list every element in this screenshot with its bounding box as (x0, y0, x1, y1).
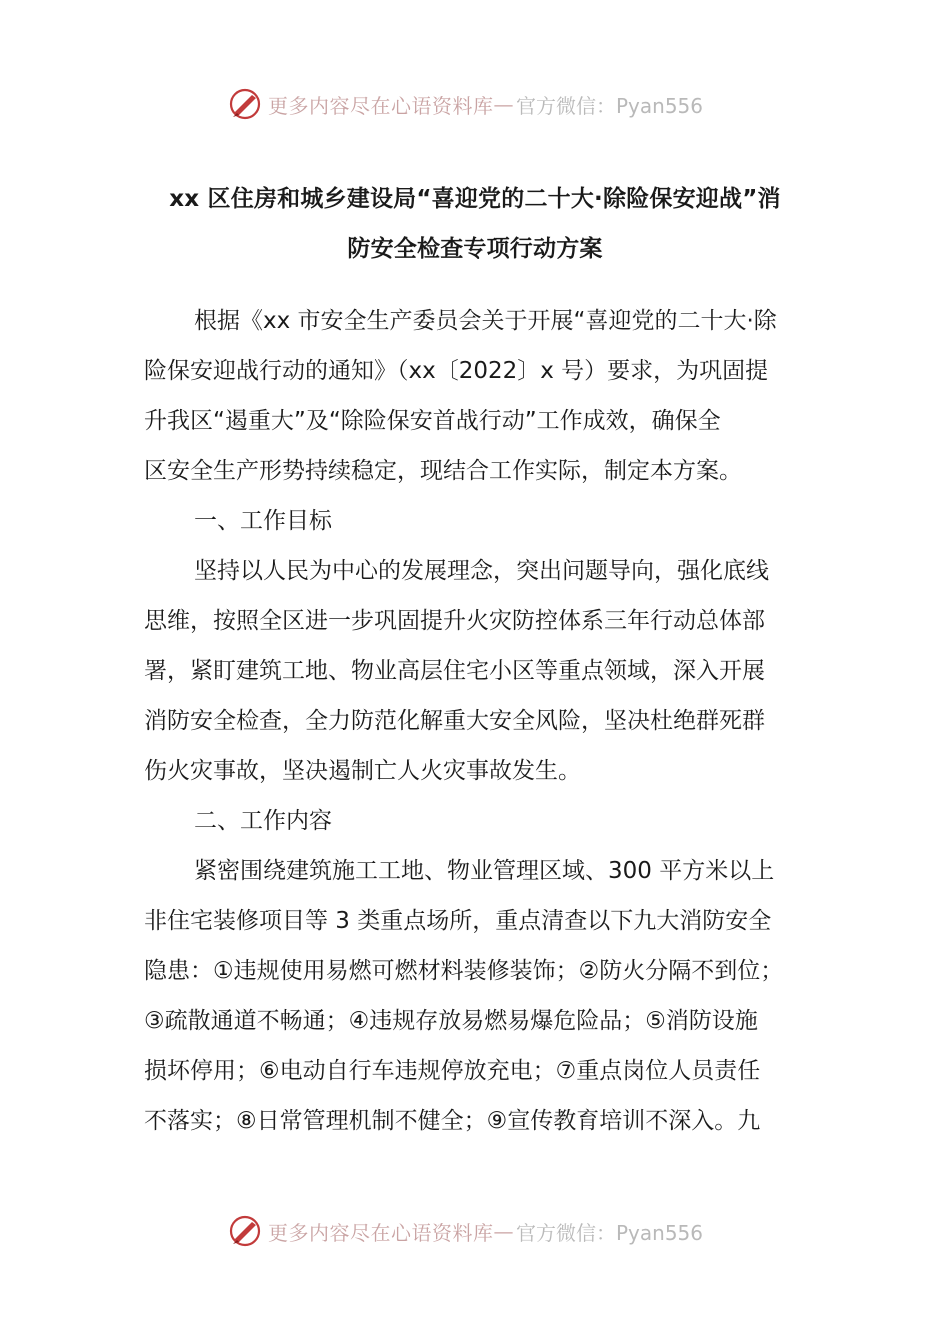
document-title (140, 174, 810, 274)
paragraph-line: 坚持以人民为中心的发展理念，突出问题导向，强化底线 (194, 558, 769, 584)
title-line: xx 区住房和城乡建设局“喜迎党的二十大·除险保安迎战”消 (169, 186, 781, 212)
paragraph-line: 隐患：①违规使用易燃可燃材料装修装饰；②防火分隔不到位； (144, 958, 784, 984)
paragraph-line: 消防安全检查，全力防范化解重大安全风险，坚决杜绝群死群 (144, 708, 765, 734)
paragraph-line: 不落实；⑧日常管理机制不健全；⑨宣传教育培训不深入。九 (144, 1108, 761, 1134)
title-line: 防安全检查专项行动方案 (347, 236, 603, 262)
paragraph-line: 非住宅装修项目等 3 类重点场所，重点清查以下九大消防安全 (144, 908, 772, 934)
watermark-brand: 更多内容尽在心语资料库 (268, 93, 494, 118)
paragraph-line: 思维，按照全区进一步巩固提升火灾防控体系三年行动总体部 (144, 608, 765, 634)
paragraph-line: 险保安迎战行动的通知》（xx〔2022〕x 号）要求，为巩固提 (144, 358, 769, 384)
section-heading: 一、工作目标 (194, 508, 332, 534)
watermark-dash: — (493, 92, 514, 116)
section-heading: 二、工作内容 (194, 808, 332, 834)
pen-in-circle-icon (228, 1214, 262, 1248)
watermark-contact: 官方微信：Pyan556 (516, 93, 704, 118)
paragraph-line: 区安全生产形势持续稳定，现结合工作实际，制定本方案。 (144, 458, 742, 484)
paragraph-line: 紧密围绕建筑施工工地、物业管理区域、300 平方米以上 (194, 858, 775, 884)
paragraph-line: 根据《xx 市安全生产委员会关于开展“喜迎党的二十大·除 (194, 308, 777, 334)
watermark-dash: — (493, 1219, 514, 1243)
paragraph-line: 署，紧盯建筑工地、物业高层住宅小区等重点领域，深入开展 (144, 658, 765, 684)
watermark-contact: 官方微信：Pyan556 (516, 1220, 704, 1245)
document-body (144, 296, 804, 1146)
paragraph-line: 损坏停用；⑥电动自行车违规停放充电；⑦重点岗位人员责任 (144, 1058, 761, 1084)
watermark-banner-bottom (228, 1211, 728, 1251)
paragraph-line: ③疏散通道不畅通；④违规存放易燃易爆危险品；⑤消防设施 (144, 1008, 758, 1034)
paragraph-line: 升我区“遏重大”及“除险保安首战行动”工作成效，确保全 (144, 408, 721, 434)
watermark-banner-top (228, 84, 728, 124)
paragraph-line: 伤火灾事故，坚决遏制亡人火灾事故发生。 (144, 758, 581, 784)
watermark-brand: 更多内容尽在心语资料库 (268, 1220, 494, 1245)
pen-in-circle-icon (228, 87, 262, 121)
